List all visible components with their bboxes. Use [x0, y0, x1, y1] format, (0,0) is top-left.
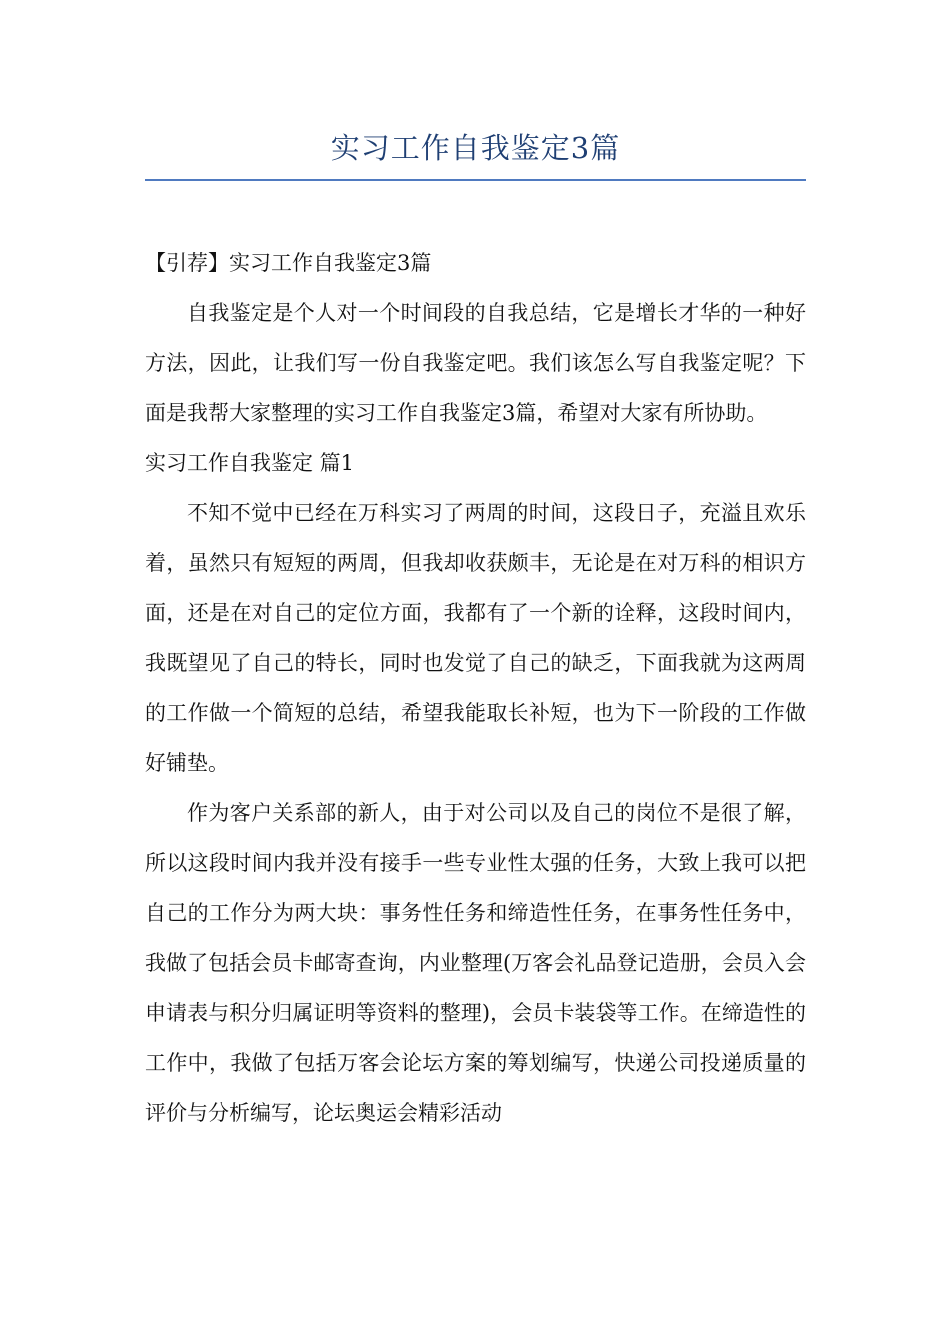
- body-paragraph-1: 不知不觉中已经在万科实习了两周的时间，这段日子，充溢且欢乐着，虽然只有短短的两周，但我却收获颇丰，无论是在对万科的相识方面，还是在对自己的定位方面，我都有了一个新的诠释，这段时间内，我既望见了自己的特长，同时也发觉了自己的缺乏，下面我就为这两周的工作做一个简短的总结，希望我能取长补短，也为下一阶段的工作做好铺垫。: [145, 501, 806, 775]
- document-body: [145, 238, 806, 1138]
- intro-paragraph: 自我鉴定是个人对一个时间段的自我总结，它是增长才华的一种好方法，因此，让我们写一份自我鉴定吧。我们该怎么写自我鉴定呢？下面是我帮大家整理的实习工作自我鉴定3篇，希望对大家有所协助。: [145, 301, 806, 425]
- recommend-line: 【引荐】实习工作自我鉴定3篇: [145, 251, 432, 275]
- section-heading: 实习工作自我鉴定 篇1: [145, 451, 355, 475]
- title-underline: [145, 179, 806, 181]
- body-paragraph-2: 作为客户关系部的新人，由于对公司以及自己的岗位不是很了解，所以这段时间内我并没有接手一些专业性太强的任务，大致上我可以把自己的工作分为两大块：事务性任务和缔造性任务，在事务性任务中，我做了包括会员卡邮寄查询，内业整理(万客会礼品登记造册，会员入会申请表与积分归属证明等资料的整理)，会员卡装袋等工作。在缔造性的工作中，我做了包括万客会论坛方案的筹划编写，快递公司投递质量的评价与分析编写，论坛奥运会精彩活动: [145, 801, 806, 1125]
- document-title: 实习工作自我鉴定3篇: [330, 131, 621, 165]
